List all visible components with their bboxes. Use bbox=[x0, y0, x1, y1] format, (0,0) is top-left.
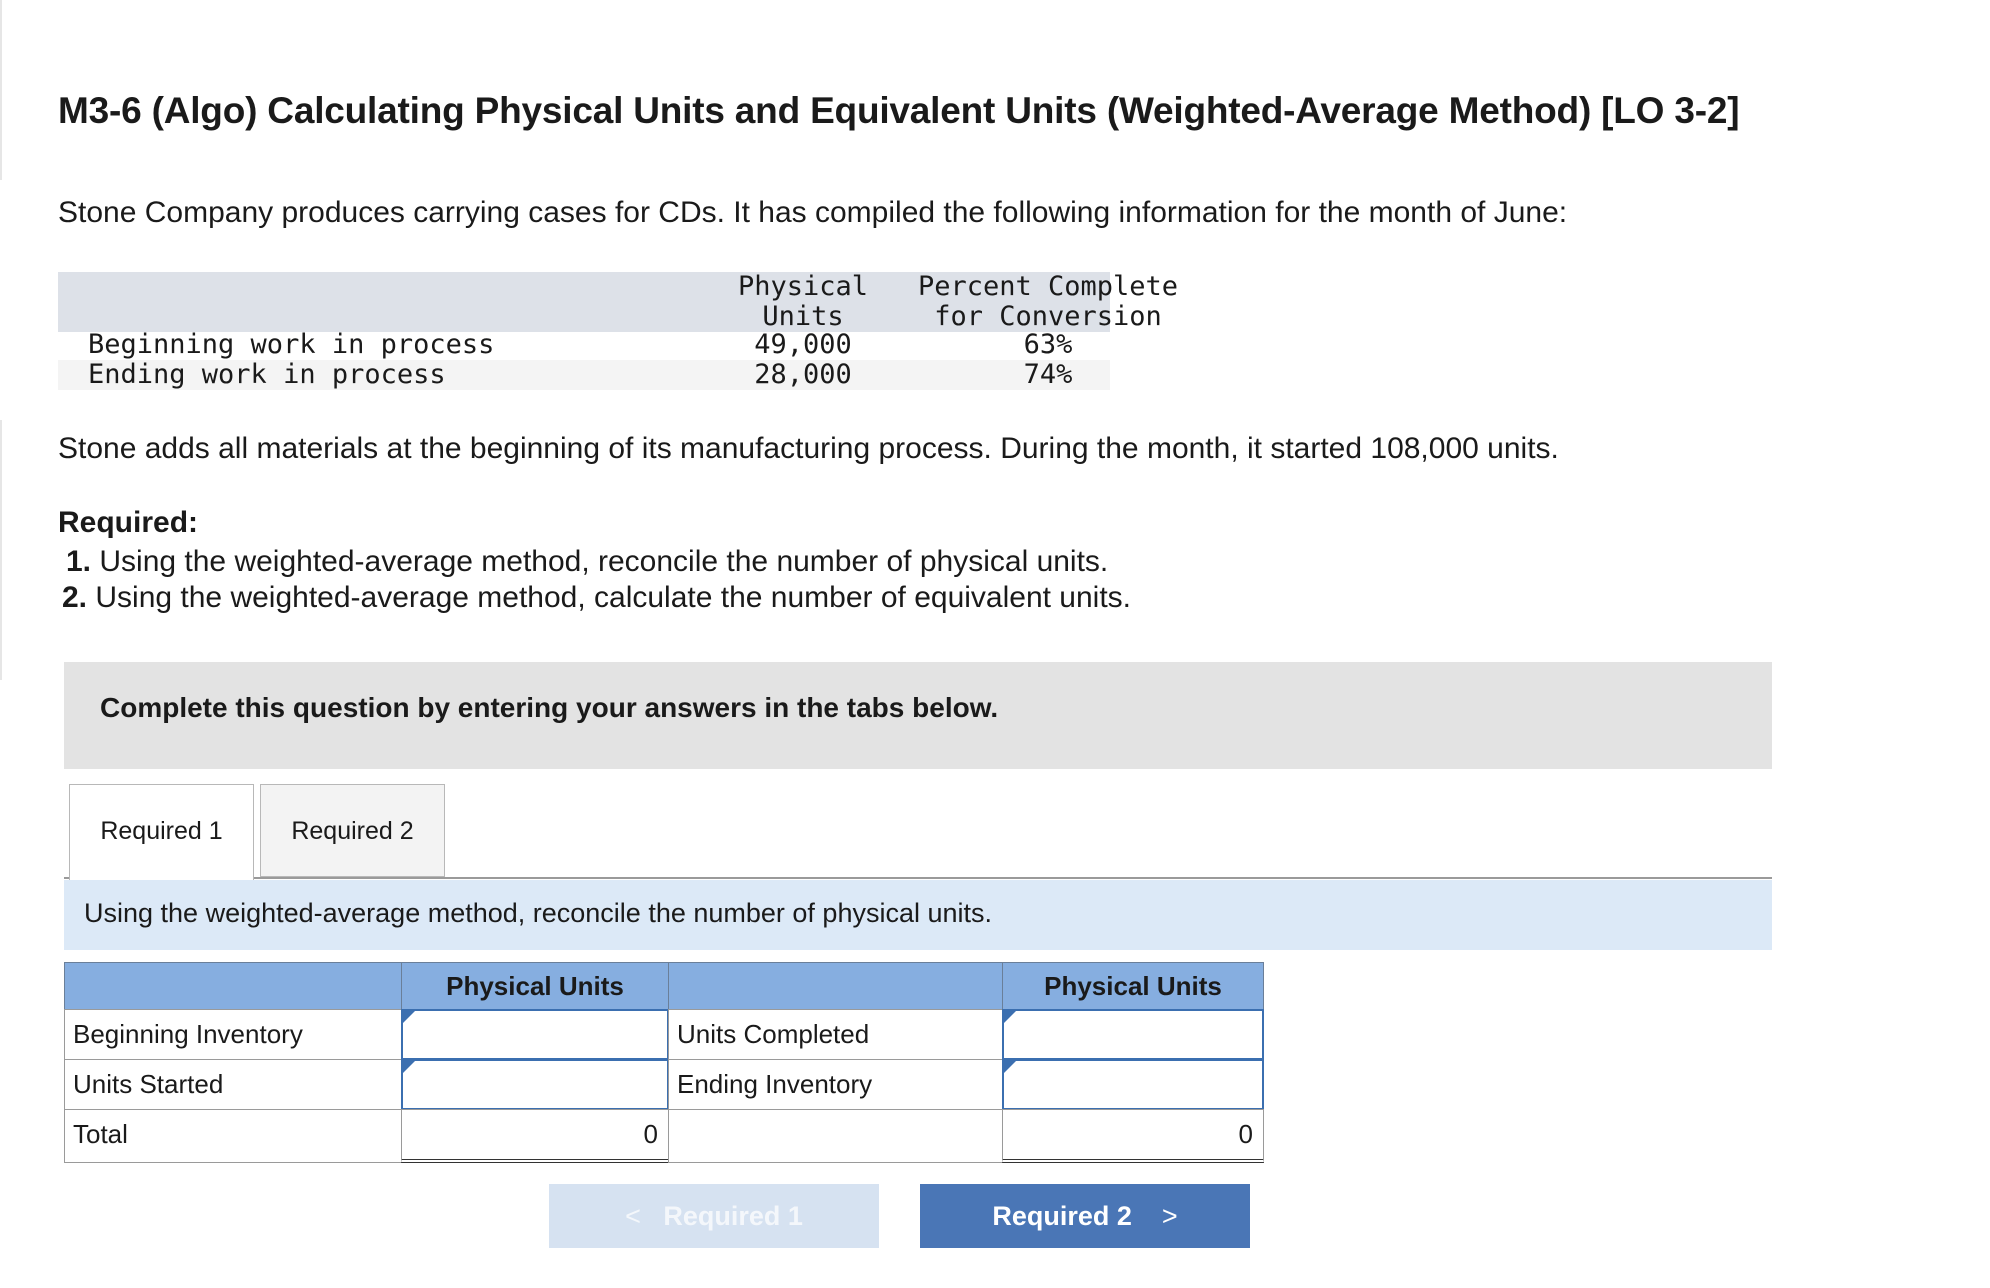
task-prompt-bar bbox=[64, 880, 1772, 950]
left-total-value: 0 bbox=[401, 1109, 669, 1163]
units-completed-label: Units Completed bbox=[668, 1009, 1003, 1060]
row-pct: 74% bbox=[1023, 359, 1073, 390]
left-edge-marker bbox=[0, 0, 2, 180]
chevron-left-icon: < bbox=[625, 1201, 641, 1231]
row-label: Ending work in process bbox=[88, 359, 446, 390]
row-units: 49,000 bbox=[754, 329, 852, 360]
instructions-text: Complete this question by entering your answers in the tabs below. bbox=[100, 692, 999, 723]
beginning-inventory-label: Beginning Inventory bbox=[64, 1009, 402, 1060]
left-physical-units-header: Physical Units bbox=[401, 962, 669, 1010]
tab-required-1[interactable]: Required 1 bbox=[69, 784, 254, 880]
required-item-text: Using the weighted-average method, calculate the number of equivalent units. bbox=[95, 581, 1132, 614]
materials-paragraph: Stone adds all materials at the beginning of its manufacturing process. During the month, it started 108,000 units. bbox=[58, 432, 1559, 465]
grid-header-blank bbox=[64, 962, 402, 1010]
next-required-button[interactable] bbox=[920, 1184, 1250, 1248]
pct-header-line1: Percent Complete bbox=[917, 271, 1179, 302]
units-header-line1: Physical bbox=[737, 271, 869, 302]
total-blank-cell bbox=[668, 1109, 1003, 1163]
grid-header-blank-2 bbox=[668, 962, 1003, 1010]
row-pct: 63% bbox=[1023, 329, 1073, 360]
prev-button-label: Required 1 bbox=[663, 1201, 803, 1231]
chevron-right-icon: > bbox=[1161, 1201, 1178, 1231]
units-header-line2: Units bbox=[762, 301, 844, 332]
beginning-inventory-input[interactable] bbox=[401, 1009, 669, 1060]
page-title: M3-6 (Algo) Calculating Physical Units and Equivalent Units (Weighted-Average Method) [LO 3-2] bbox=[58, 90, 1740, 131]
ending-inventory-input[interactable] bbox=[1002, 1059, 1264, 1110]
table-row bbox=[58, 330, 1110, 360]
units-completed-input[interactable] bbox=[1002, 1009, 1264, 1060]
left-edge-marker-2 bbox=[0, 420, 2, 680]
required-item-1 bbox=[66, 545, 1108, 579]
row-label: Beginning work in process bbox=[88, 329, 495, 360]
pct-header-line2: for Conversion bbox=[934, 301, 1162, 332]
instructions-box bbox=[64, 662, 1772, 769]
required-item-text: Using the weighted-average method, reconcile the number of physical units. bbox=[99, 545, 1109, 578]
row-units: 28,000 bbox=[754, 359, 852, 390]
prev-required-button[interactable] bbox=[549, 1184, 879, 1248]
task-prompt: Using the weighted-average method, reconcile the number of physical units. bbox=[84, 898, 993, 928]
data-table bbox=[58, 271, 1179, 390]
required-item-number: 2. bbox=[62, 581, 88, 614]
total-label: Total bbox=[64, 1109, 402, 1163]
table-row bbox=[58, 360, 1110, 390]
right-physical-units-header: Physical Units bbox=[1002, 962, 1264, 1010]
intro-text: Stone Company produces carrying cases for CDs. It has compiled the following information for the month of June: bbox=[58, 196, 1568, 229]
required-item-number: 1. bbox=[66, 545, 92, 578]
required-heading: Required: bbox=[58, 506, 199, 539]
next-button-label: Required 2 bbox=[992, 1201, 1132, 1231]
tab-divider bbox=[64, 877, 1772, 879]
units-started-label: Units Started bbox=[64, 1059, 402, 1110]
ending-inventory-label: Ending Inventory bbox=[668, 1059, 1003, 1110]
units-started-input[interactable] bbox=[401, 1059, 669, 1110]
required-item-2 bbox=[62, 581, 1131, 615]
data-table-header bbox=[58, 271, 1179, 332]
tab-required-2[interactable]: Required 2 bbox=[260, 784, 445, 877]
right-total-value: 0 bbox=[1002, 1109, 1264, 1163]
